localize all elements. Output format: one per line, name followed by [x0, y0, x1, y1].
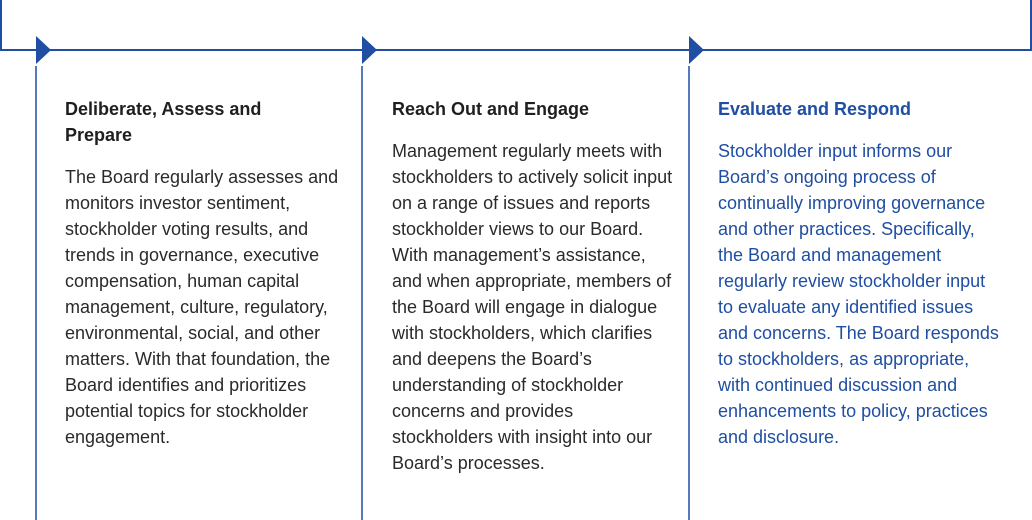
- arrow-right-icon: [362, 36, 377, 64]
- step-description: The Board regularly assesses and monitors investor sentiment, stockholder voting results, and trends in governance, executive compensation, human capital management, culture, regulatory, environmental, social, and other matters. With that foundation, the Board identifies and prioritizes potential topics for stockholder engagement.: [65, 167, 339, 447]
- step-description: Management regularly meets with stockholders to actively solicit input on a range of issues and reports stockholder views to our Board. With management’s assistance, and when appropriate, members of the Board will engage in dialogue with stockholders, which clarifies and deepens the Board’s understanding of stockholder concerns and provides stockholders with insight into our Board’s processes.: [392, 141, 673, 473]
- step-description: Stockholder input informs our Board’s ongoing process of continually improving governance and other practices. Specifically, the Board and management regularly review stockholder input to evaluate any identified issues and concerns. The Board responds to stockholders, as appropriate, with continued discussion and enhancements to policy, practices and disclosure.: [718, 141, 999, 447]
- step-column-2: [392, 96, 682, 476]
- step-column-3: [718, 96, 1008, 450]
- step-title: Reach Out and Engage: [392, 99, 590, 119]
- step-title: Deliberate, Assess and Prepare: [65, 99, 262, 145]
- step-title: Evaluate and Respond: [718, 99, 912, 119]
- arrow-right-icon: [689, 36, 704, 64]
- top-bracket-line: [1, 0, 1031, 50]
- arrow-right-icon: [36, 36, 51, 64]
- step-column-1: [65, 96, 355, 450]
